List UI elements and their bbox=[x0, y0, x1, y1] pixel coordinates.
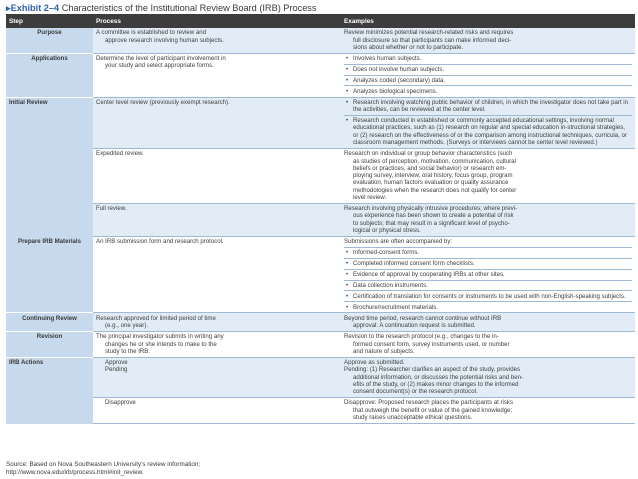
source-text: Source: Based on Nova Southeastern University’s review information; bbox=[6, 461, 201, 468]
process-cell: The principal investigator submits in writing any changes he or she intends to make to the study to the IRB. bbox=[93, 331, 341, 357]
process-cell: Research approved for limited period of time (e.g., one year). bbox=[93, 313, 341, 331]
process-cell: Approve Pending bbox=[93, 357, 341, 397]
exhibit-heading: Characteristics of the Institutional Review Board (IRB) Process bbox=[61, 3, 317, 13]
table-row-expedited-review bbox=[6, 148, 635, 203]
list-item: • Research conducted in established or commonly accepted educational settings, involving normal educational practices, such as (1) research on regular and special education in-structional strategies, or (2) research on the effectiveness of or the comparison among instructional techniques, curricula, or classroom management methods. (Surveys or interviews cannot be center level reviewed.) bbox=[346, 117, 627, 147]
examples-intro: Submissions are often accompanied by: bbox=[344, 238, 632, 248]
table-row-continuing-review bbox=[6, 313, 635, 331]
bullet-icon: • bbox=[346, 117, 349, 125]
source-note bbox=[6, 461, 626, 476]
header-process: Process bbox=[93, 14, 341, 28]
examples-cell: Beyond time period, research cannot continue without IRB approval: A continuation request is submitted. bbox=[341, 313, 635, 331]
list-item: • Brochure/recruitment materials. bbox=[346, 303, 439, 311]
header-step: Step bbox=[6, 14, 93, 28]
source-url: http://www.nova.edu/irb/process.html#init_review. bbox=[6, 468, 144, 476]
examples-cell bbox=[341, 97, 635, 148]
list-item: • Research involving watching public behavior of children, in which the investigator does not take part in the activities, can be reviewed at the center level. bbox=[344, 99, 632, 116]
process-cell: Expedited review. bbox=[93, 148, 341, 203]
step-cell: Purpose bbox=[6, 28, 93, 53]
list-item: • Data collection instruments. bbox=[344, 282, 632, 292]
step-cell: IRB Actions bbox=[6, 357, 93, 397]
examples-cell: Review minimizes potential research-related risks and requires full disclosure so that participants can make informed deci- sions about whether or not to participate. bbox=[341, 28, 635, 53]
exhibit-title bbox=[6, 2, 636, 14]
table-row-purpose bbox=[6, 28, 635, 53]
step-cell: Initial Review bbox=[6, 97, 93, 148]
list-item: • Evidence of approval by cooperating IRBs at other sites. bbox=[344, 271, 632, 281]
exhibit-label: ▸Exhibit 2–4 bbox=[6, 3, 60, 13]
examples-cell bbox=[341, 236, 635, 313]
table-row-initial-review bbox=[6, 97, 635, 148]
process-cell: Center level review (previously exempt research). bbox=[93, 97, 341, 148]
table-row-revision bbox=[6, 331, 635, 357]
step-cell: Applications bbox=[6, 53, 93, 97]
step-cell: Continuing Review bbox=[6, 313, 93, 331]
header-examples: Examples bbox=[341, 14, 635, 28]
table-row-prepare-irb-materials bbox=[6, 236, 635, 313]
table-header-row bbox=[6, 14, 635, 28]
table-row-disapprove bbox=[6, 398, 635, 424]
bullet-icon: • bbox=[346, 270, 349, 278]
bullet-icon: • bbox=[346, 260, 349, 268]
process-cell: A committee is established to review and approve research involving human subjects. bbox=[93, 28, 341, 53]
table-row-full-review bbox=[6, 203, 635, 236]
bullet-icon: • bbox=[346, 55, 349, 63]
bullet-icon: • bbox=[346, 281, 349, 289]
bullet-icon: • bbox=[346, 87, 349, 95]
list-item: • Informed-consent forms. bbox=[344, 249, 632, 259]
list-item: • Does not involve human subjects. bbox=[344, 66, 632, 76]
step-cell: Revision bbox=[6, 331, 93, 357]
list-item: • Involves human subjects. bbox=[344, 55, 632, 65]
bullet-icon: • bbox=[346, 65, 349, 73]
irb-process-table bbox=[6, 14, 635, 424]
bullet-icon: • bbox=[346, 292, 349, 300]
process-cell: Disapprove bbox=[93, 398, 341, 424]
bullet-icon: • bbox=[346, 249, 349, 257]
step-cell: Prepare IRB Materials bbox=[6, 236, 93, 313]
bullet-icon: • bbox=[346, 303, 349, 311]
process-cell: An IRB submission form and research protocol. bbox=[93, 236, 341, 313]
examples-cell: Revision to the research protocol (e.g., changes to the in- formed consent form, survey instruments used, or number and nature of subjects. bbox=[341, 331, 635, 357]
list-item: • Completed informed consent form checklists. bbox=[344, 260, 632, 270]
examples-cell: Approve as submitted. Pending: (1) Researcher clarifies an aspect of the study, provides additional information, or discusses the potential risks and ben- efits of the study, or (2) makes minor changes to the informed consent document(s) or the research protocol. bbox=[341, 357, 635, 397]
process-cell: Full review. bbox=[93, 203, 341, 236]
step-cell bbox=[6, 398, 93, 424]
examples-cell: Research on individual or group behavior characteristics (such as studies of perception, motivation, communication, cultural beliefs or practices, and social behavior) or research em- ploying survey, interview, oral history, focus group, program evaluation, human factors evaluation or quality assurance methodologies when the research does not qualify for center level review. bbox=[341, 148, 635, 203]
bullet-icon: • bbox=[346, 76, 349, 84]
step-cell bbox=[6, 203, 93, 236]
examples-cell: Research involving physically intrusive procedures; where previ- ous experience has been shown to create a potential of risk to subjects; that may result in a significant level of psycho- logical or physical stress. bbox=[341, 203, 635, 236]
list-item: • Analyzes coded (secondary) data. bbox=[344, 77, 632, 87]
table-row-applications bbox=[6, 53, 635, 97]
list-item: • Analyzes biological specimens. bbox=[346, 87, 438, 95]
list-item: • Certification of translation for consents or instruments to be used with non-English-speaking subjects. bbox=[344, 293, 632, 303]
bullet-icon: • bbox=[346, 98, 349, 106]
process-cell: Determine the level of participant involvement in your study and select appropriate forms. bbox=[93, 53, 341, 97]
examples-cell bbox=[341, 53, 635, 97]
table-row-irb-actions bbox=[6, 357, 635, 397]
examples-cell: Disapprove: Proposed research places the participants at risks that outweigh the benefit or value of the gained knowledge; study raises unacceptable ethical questions. bbox=[341, 398, 635, 424]
step-cell bbox=[6, 148, 93, 203]
